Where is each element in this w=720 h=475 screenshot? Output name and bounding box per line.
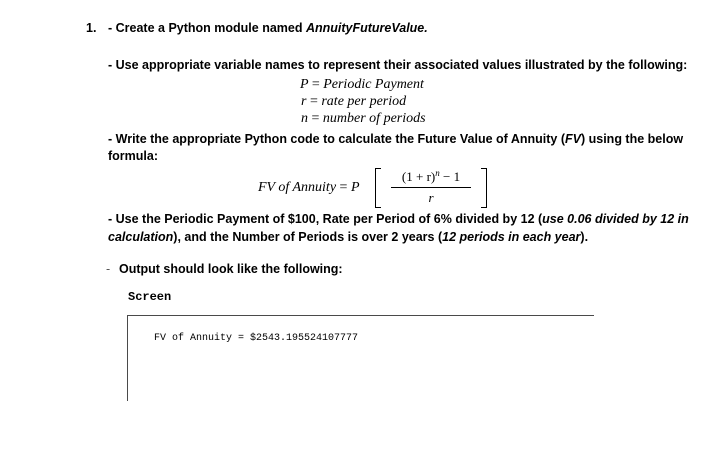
formula-lhs-text: FV of Annuity [258,180,337,195]
screen-left-border [127,315,128,401]
definition-r-meaning: rate per period [321,94,407,109]
module-instruction-prefix: - Create a Python module named [108,21,306,35]
module-name: AnnuityFutureValue. [305,21,428,35]
definition-r-symbol: r [301,94,307,109]
output-instruction: Output should look like the following: [119,262,343,276]
formula-lhs [258,180,360,196]
code-instruction-formula-label: formula: [108,149,158,163]
formula-exponent: n [435,168,440,178]
output-bullet: - [106,262,111,276]
definition-p-meaning: Periodic Payment [323,77,424,92]
module-instruction [108,20,428,36]
formula-fraction [375,168,487,208]
formula-numerator [391,169,471,185]
formula-equals: = [339,180,348,195]
values-instruction-line2 [108,229,588,245]
code-instruction-fv: FV [565,132,581,146]
definition-r: r = rate per period [301,94,407,109]
values-instruction [108,211,689,227]
values-instruction-italic-2: calculation [108,230,174,244]
left-bracket [375,168,381,208]
right-bracket [481,168,487,208]
variables-instruction: - Use appropriate variable names to represent their associated values illustrated by the following: [108,58,688,72]
screen-top-border [127,315,594,316]
values-instruction-a: - Use the Periodic Payment of $100, Rate per Period of 6% divided by 12 ( [108,212,543,226]
formula-numerator-base: (1 + r) [401,169,436,184]
definition-n-symbol: n [301,111,308,126]
screen-label: Screen [128,290,172,304]
values-instruction-b: ), and the Number of Periods is over 2 years ( [173,230,443,244]
definition-p-symbol: P [300,77,309,92]
definition-p: P = Periodic Payment [300,77,424,92]
fraction-line [391,187,471,188]
definition-n-meaning: number of periods [322,111,426,126]
screen-output-text: FV of Annuity = $2543.195524107777 [154,333,359,344]
code-instruction-b: ) using the below [580,132,684,146]
formula-coefficient: P [350,180,360,195]
values-instruction-italic-3: 12 periods in each year [442,230,581,244]
screen-output-box [127,315,594,401]
code-instruction [108,131,683,147]
question-number: 1. [86,21,97,35]
formula-numerator-tail: − 1 [442,169,461,184]
code-instruction-a: - Write the appropriate Python code to calculate the Future Value of Annuity ( [108,132,565,146]
definition-n: n = number of periods [301,111,426,126]
values-instruction-c: ). [580,230,589,244]
values-instruction-italic: use 0.06 divided by 12 in [542,212,689,226]
formula-denominator: r [428,190,434,205]
